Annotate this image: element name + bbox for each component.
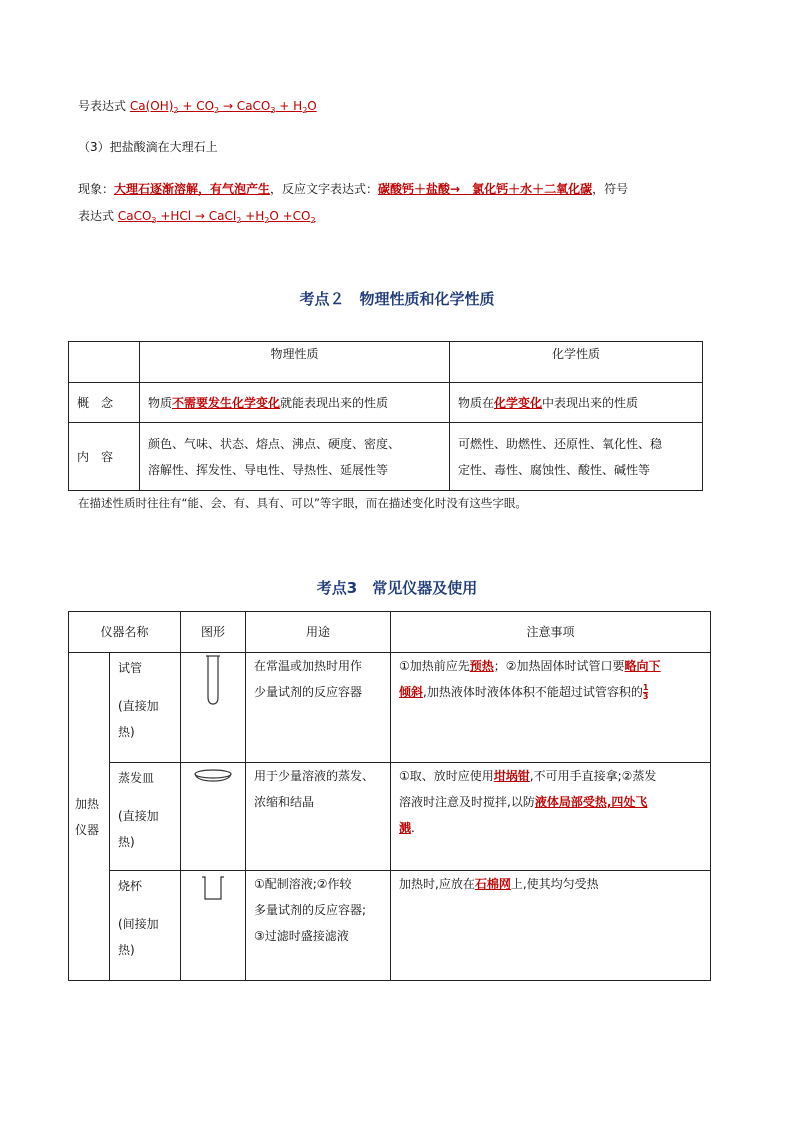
table-row-content <box>69 423 703 491</box>
chemical-equation-caco3-hcl: CaCO$_3$ +HCl → CaCl$_2$ $+H_2O +CO_2$ <box>117 209 316 225</box>
properties-note: 在描述性质时往往有“能、会、有、具有、可以”等字眼，而在描述变化时没有这些字眼。 <box>78 496 527 510</box>
instrument-row-beaker <box>69 871 711 981</box>
item-3-heading: （3）把盐酸滴在大理石上 <box>78 140 218 154</box>
use-test-tube: 在常温或加热时用作 少量试剂的反应容器 <box>246 653 391 763</box>
content-chemical: 可燃性、助燃性、还原性、氧化性、稳 定性、毒性、腐蚀性、酸性、碱性等 <box>450 423 703 491</box>
name-beaker: 烧杯 (间接加 热) <box>110 871 181 981</box>
table-row-concept <box>69 383 703 423</box>
group-heating-instruments: 加热 仪器 <box>69 653 110 981</box>
concept-chemical: 物质在化学变化中表现出来的性质 <box>450 383 703 423</box>
notes-test-tube: ①加热前应先预热；②加热固体时试管口要略向下 倾斜,加热液体时液体体积不能超过试管容积的 $\frac{1}{3}$ <box>391 653 711 763</box>
use-evaporating-dish: 用于少量溶液的蒸发、 浓缩和结晶 <box>246 763 391 871</box>
equation-prefix: 号表达式 <box>78 99 127 113</box>
instrument-header-row <box>69 612 711 653</box>
equation-line-1 <box>78 97 317 115</box>
notes-evaporating-dish: ①取、放时应使用坩埚钳,不可用手直接拿;②蒸发 溶液时注意及时搅拌,以防液体局部受热,四处飞 溅. <box>391 763 711 871</box>
word-equation-label: ，反应文字表达式： <box>270 182 379 196</box>
observation-label: 现象： <box>78 182 115 196</box>
concept-physical: 物质不需要发生化学变化就能表现出来的性质 <box>140 383 450 423</box>
properties-table <box>68 341 703 491</box>
header-physical: 物理性质 <box>140 342 450 383</box>
row-label-concept: 概 念 <box>69 383 140 423</box>
observation-text: 大理石逐渐溶解，有气泡产生 <box>114 182 271 196</box>
word-equation: 碳酸钙＋盐酸→ 氯化钙＋水＋二氧化碳 <box>378 182 593 196</box>
header-chemical: 化学性质 <box>450 342 703 383</box>
header-notes: 注意事项 <box>391 612 711 653</box>
equation-line-4 <box>78 207 316 225</box>
name-test-tube: 试管 (直接加 热) <box>110 653 181 763</box>
use-beaker: ①配制溶液;②作较 多量试剂的反应容器; ③过滤时盛接滤液 <box>246 871 391 981</box>
instruments-table <box>68 611 711 981</box>
header-name: 仪器名称 <box>69 612 181 653</box>
header-figure: 图形 <box>181 612 246 653</box>
header-blank <box>69 342 140 383</box>
instrument-row-test-tube <box>69 653 711 763</box>
section-3-title: 考点3 常见仪器及使用 <box>316 579 478 597</box>
symbol-label: ，符号 <box>592 182 629 196</box>
instrument-row-evaporating-dish <box>69 763 711 871</box>
observation-line <box>78 180 628 197</box>
beaker-icon <box>181 871 246 981</box>
equation-prefix-2: 表达式 <box>78 209 115 223</box>
header-use: 用途 <box>246 612 391 653</box>
table-header-row <box>69 342 703 383</box>
content-physical: 颜色、气味、状态、熔点、沸点、硬度、密度、 溶解性、挥发性、导电性、导热性、延展性等 <box>140 423 450 491</box>
notes-beaker: 加热时,应放在石棉网上,使其均匀受热 <box>391 871 711 981</box>
test-tube-icon <box>181 653 246 763</box>
row-label-content: 内 容 <box>69 423 140 491</box>
name-evaporating-dish: 蒸发皿 (直接加 热) <box>110 763 181 871</box>
evaporating-dish-icon <box>181 763 246 871</box>
section-2-title: 考点２ 物理性质和化学性质 <box>299 290 495 308</box>
chemical-equation-caoh2-co2: $Ca(OH)_2 + CO_2$ → CaCO$_3$ + $H_2O$ <box>129 99 317 115</box>
one-third-fraction: $\frac{1}{3}$ <box>642 683 649 701</box>
